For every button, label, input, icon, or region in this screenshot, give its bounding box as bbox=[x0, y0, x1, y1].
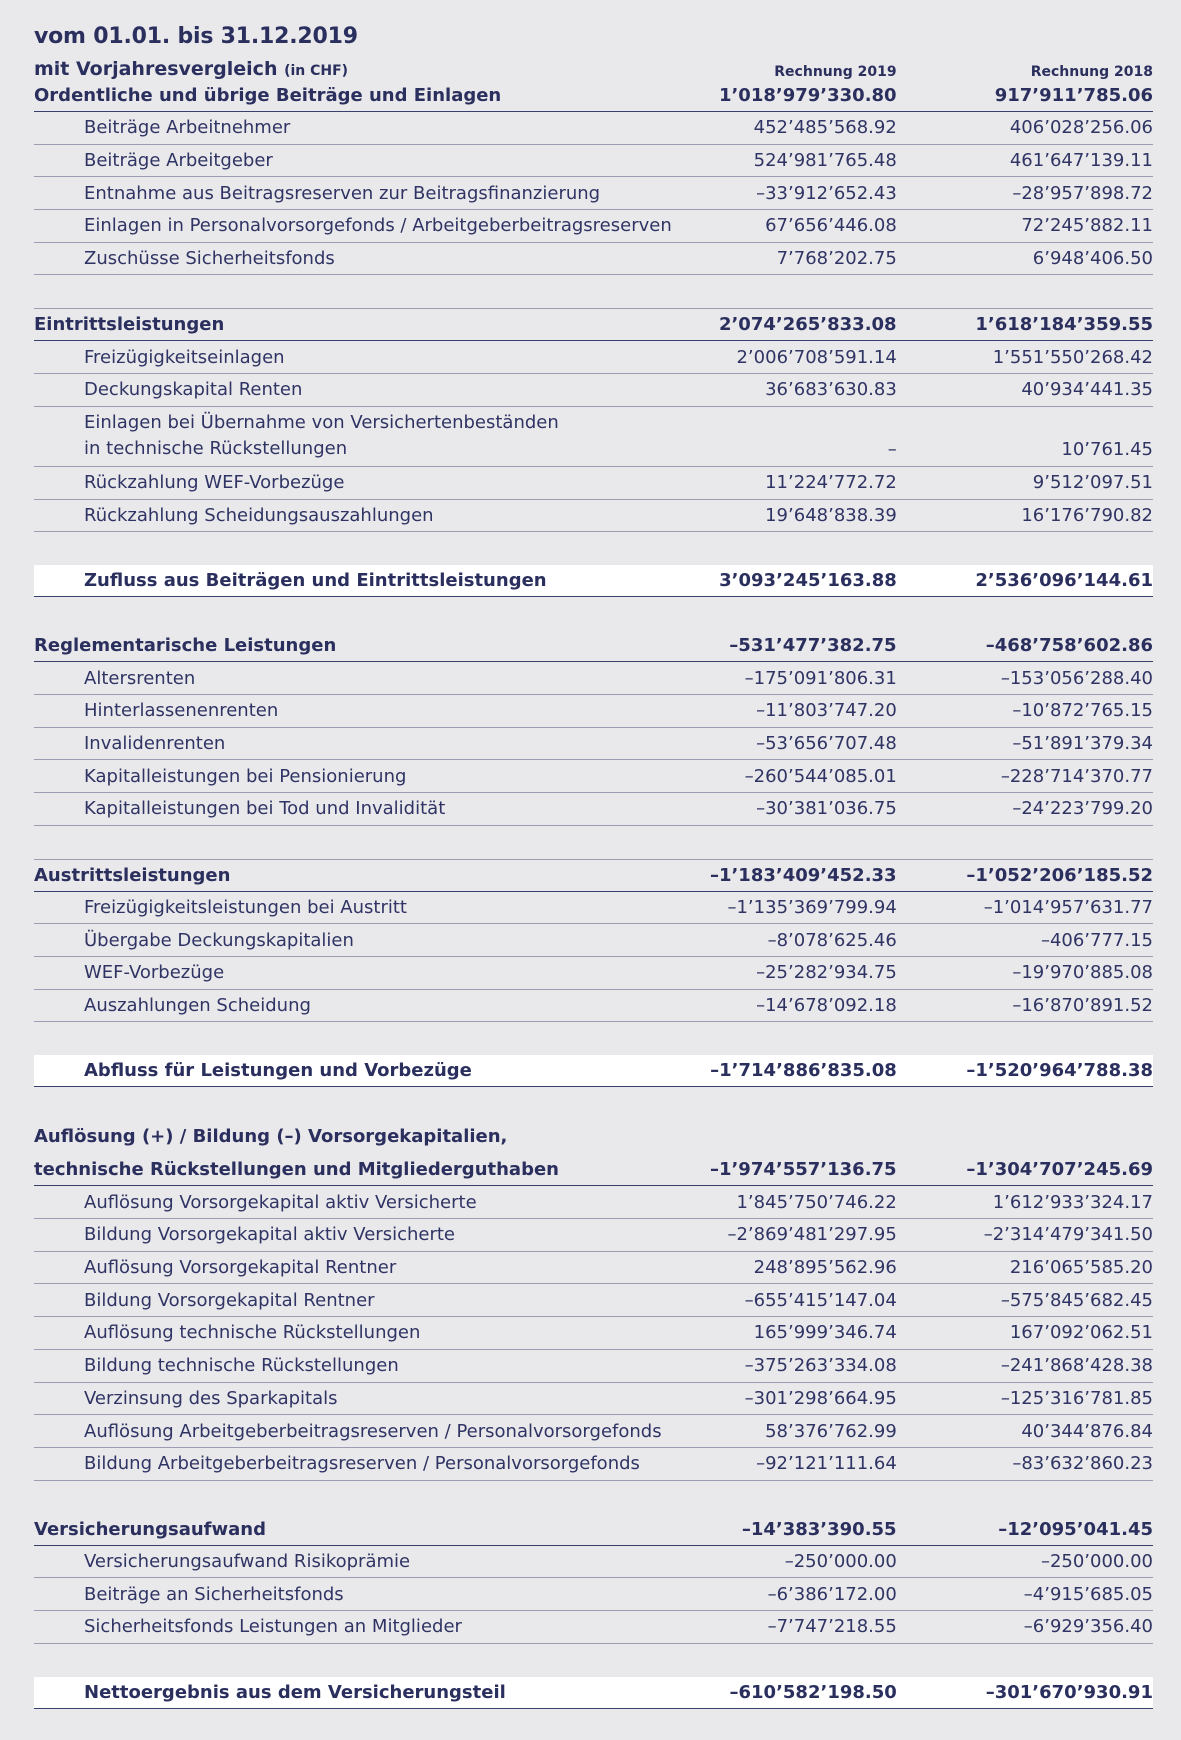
table-row: Auflösung Vorsorgekapital aktiv Versicherte 1’845’750’746.22 1’612’933’324.17 bbox=[34, 1186, 1153, 1219]
divider bbox=[34, 275, 1153, 309]
table-row: Versicherungsaufwand Risikoprämie –250’000.00 –250’000.00 bbox=[34, 1546, 1153, 1579]
table-row: Auflösung Vorsorgekapital Rentner 248’895’562.96 216’065’585.20 bbox=[34, 1252, 1153, 1285]
table-row: Übergabe Deckungskapitalien –8’078’625.46 –406’777.15 bbox=[34, 924, 1153, 957]
section-row: Versicherungsaufwand –14’383’390.55 –12’095’041.45 bbox=[34, 1514, 1153, 1546]
col-header-2018: Rechnung 2018 bbox=[1030, 64, 1154, 80]
column-header bbox=[34, 52, 1153, 80]
subtitle: mit Vorjahresvergleich (in CHF) bbox=[34, 58, 349, 80]
total-row: Nettoergebnis aus dem Versicherungsteil –610’582’198.50 –301’670’930.91 bbox=[34, 1677, 1153, 1709]
table-row: Zuschüsse Sicherheitsfonds 7’768’202.75 6’948’406.50 bbox=[34, 243, 1153, 276]
table-row: Einlagen in Personalvorsorgefonds / Arbeitgeberbeitragsreserven 67’656’446.08 72’245’882.11 bbox=[34, 210, 1153, 243]
table-row: Bildung Vorsorgekapital Rentner –655’415’147.04 –575’845’682.45 bbox=[34, 1284, 1153, 1317]
table-row: WEF-Vorbezüge –25’282’934.75 –19’970’885.08 bbox=[34, 957, 1153, 990]
table-row: Bildung Arbeitgeberbeitragsreserven / Personalvorsorgefonds –92’121’111.64 –83’632’860.23 bbox=[34, 1448, 1153, 1481]
statement-table bbox=[34, 80, 1153, 1709]
table-row: Bildung technische Rückstellungen –375’263’334.08 –241’868’428.38 bbox=[34, 1350, 1153, 1383]
table-row: Entnahme aus Beitragsreserven zur Beitragsfinanzierung –33’912’652.43 –28’957’898.72 bbox=[34, 177, 1153, 210]
currency-note: (in CHF) bbox=[284, 63, 349, 79]
section-row: Auflösung (+) / Bildung (–) Vorsorgekapitalien, technische Rückstellungen und Mitgliederguthaben –1’974’557’136.75 –1’304’707’245.69 bbox=[34, 1120, 1153, 1186]
section-row: Ordentliche und übrige Beiträge und Einlagen 1’018’979’330.80 917’911’785.06 bbox=[34, 80, 1153, 112]
table-row: Hinterlassenenrenten –11’803’747.20 –10’872’765.15 bbox=[34, 695, 1153, 728]
table-row: Deckungskapital Renten 36’683’630.83 40’934’441.35 bbox=[34, 374, 1153, 407]
table-row: Invalidenrenten –53’656’707.48 –51’891’379.34 bbox=[34, 728, 1153, 761]
table-row: Beiträge Arbeitgeber 524’981’765.48 461’647’139.11 bbox=[34, 145, 1153, 178]
table-row: Einlagen bei Übernahme von Versichertenbeständen in technische Rückstellungen – 10’761.45 bbox=[34, 407, 1153, 467]
divider bbox=[34, 826, 1153, 860]
table-row: Sicherheitsfonds Leistungen an Mitglieder –7’747’218.55 –6’929’356.40 bbox=[34, 1611, 1153, 1644]
section-row: Austrittsleistungen –1’183’409’452.33 –1’052’206’185.52 bbox=[34, 860, 1153, 892]
table-row: Kapitalleistungen bei Tod und Invalidität –30’381’036.75 –24’223’799.20 bbox=[34, 793, 1153, 826]
table-row: Rückzahlung WEF-Vorbezüge 11’224’772.72 9’512’097.51 bbox=[34, 467, 1153, 500]
table-row: Rückzahlung Scheidungsauszahlungen 19’648’838.39 16’176’790.82 bbox=[34, 500, 1153, 533]
section-row: Reglementarische Leistungen –531’477’382.75 –468’758’602.86 bbox=[34, 630, 1153, 662]
total-row: Abfluss für Leistungen und Vorbezüge –1’714’886’835.08 –1’520’964’788.38 bbox=[34, 1055, 1153, 1087]
table-row: Freizügigkeitseinlagen 2’006’708’591.14 1’551’550’268.42 bbox=[34, 341, 1153, 374]
table-row: Kapitalleistungen bei Pensionierung –260’544’085.01 –228’714’370.77 bbox=[34, 760, 1153, 793]
table-row: Verzinsung des Sparkapitals –301’298’664.95 –125’316’781.85 bbox=[34, 1383, 1153, 1416]
table-row: Freizügigkeitsleistungen bei Austritt –1’135’369’799.94 –1’014’957’631.77 bbox=[34, 892, 1153, 925]
section-row: Eintrittsleistungen 2’074’265’833.08 1’618’184’359.55 bbox=[34, 309, 1153, 341]
table-row: Beiträge an Sicherheitsfonds –6’386’172.00 –4’915’685.05 bbox=[34, 1578, 1153, 1611]
table-row: Altersrenten –175’091’806.31 –153’056’288.40 bbox=[34, 662, 1153, 695]
table-row: Auflösung Arbeitgeberbeitragsreserven / Personalvorsorgefonds 58’376’762.99 40’344’876.84 bbox=[34, 1415, 1153, 1448]
col-header-2019: Rechnung 2019 bbox=[774, 64, 897, 80]
period-title: vom 01.01. bis 31.12.2019 bbox=[34, 24, 358, 49]
table-row: Beiträge Arbeitnehmer 452’485’568.92 406’028’256.06 bbox=[34, 112, 1153, 145]
table-row: Auflösung technische Rückstellungen 165’999’346.74 167’092’062.51 bbox=[34, 1317, 1153, 1350]
total-row: Zufluss aus Beiträgen und Eintrittsleistungen 3’093’245’163.88 2’536’096’144.61 bbox=[34, 565, 1153, 597]
table-row: Bildung Vorsorgekapital aktiv Versicherte –2’869’481’297.95 –2’314’479’341.50 bbox=[34, 1219, 1153, 1252]
table-row: Auszahlungen Scheidung –14’678’092.18 –16’870’891.52 bbox=[34, 990, 1153, 1023]
